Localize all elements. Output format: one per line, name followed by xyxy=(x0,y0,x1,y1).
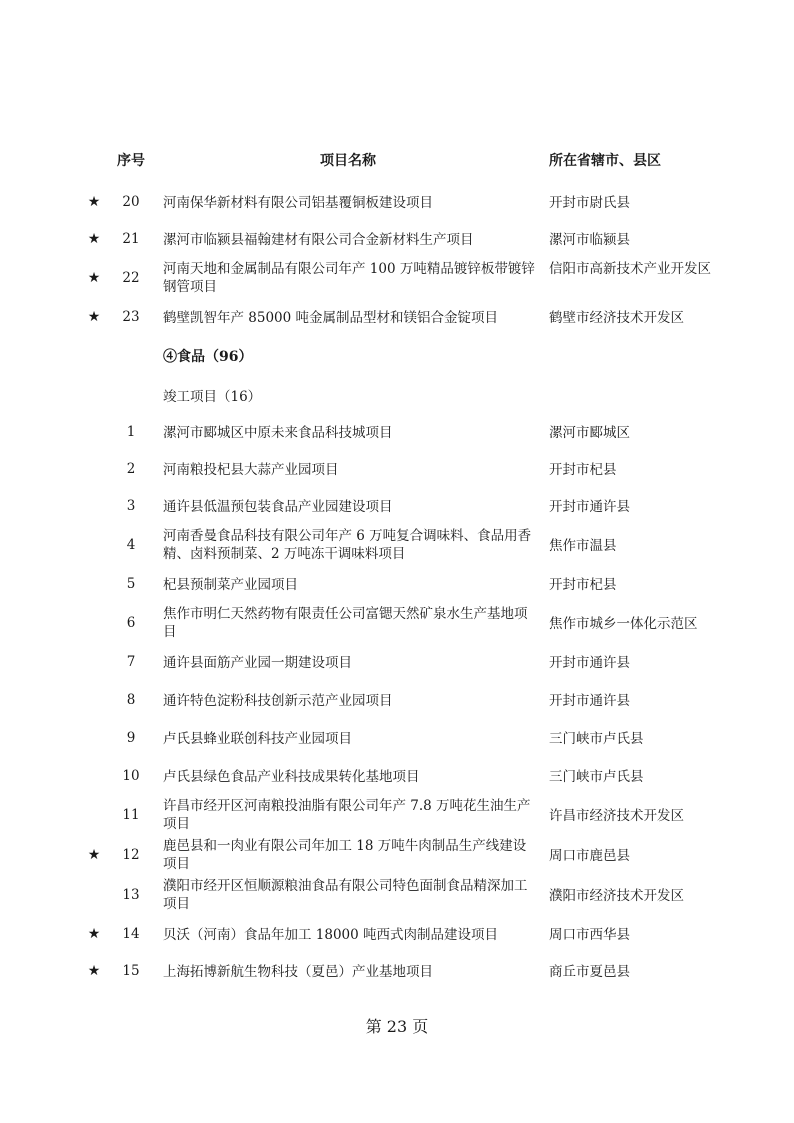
header-number: 序号 xyxy=(117,153,145,169)
row-location: 许昌市经济技术开发区 xyxy=(549,808,684,824)
row-number: 9 xyxy=(126,730,136,746)
star-icon: ★ xyxy=(87,270,101,286)
row-location: 开封市尉氏县 xyxy=(549,195,630,211)
row-project-name: 河南天地和金属制品有限公司年产 100 万吨精品镀锌板带镀锌钢管项目 xyxy=(163,261,535,295)
row-number: 14 xyxy=(122,926,140,942)
row-location: 焦作市温县 xyxy=(549,538,617,554)
row-location: 焦作市城乡一体化示范区 xyxy=(549,616,698,632)
row-project-name: 许昌市经开区河南粮投油脂有限公司年产 7.8 万吨花生油生产项目 xyxy=(163,798,531,832)
row-number: 8 xyxy=(126,692,136,708)
row-location: 鹤壁市经济技术开发区 xyxy=(549,310,684,326)
row-project-name: 漯河市郾城区中原未来食品科技城项目 xyxy=(163,425,393,441)
row-location: 漯河市郾城区 xyxy=(549,425,630,441)
row-number: 2 xyxy=(126,461,136,477)
row-location: 开封市杞县 xyxy=(549,462,617,478)
row-location: 三门峡市卢氏县 xyxy=(549,769,644,785)
row-location: 周口市西华县 xyxy=(549,927,630,943)
row-project-name: 鹤壁凯智年产 85000 吨金属制品型材和镁铝合金锭项目 xyxy=(163,310,499,326)
row-project-name: 焦作市明仁天然药物有限责任公司富锶天然矿泉水生产基地项目 xyxy=(163,606,528,640)
row-location: 周口市鹿邑县 xyxy=(549,848,630,864)
row-project-name: 通许县面筋产业园一期建设项目 xyxy=(163,655,352,671)
row-project-name: 濮阳市经开区恒顺源粮油食品有限公司特色面制食品精深加工项目 xyxy=(163,878,528,912)
row-location: 三门峡市卢氏县 xyxy=(549,731,644,747)
row-project-name: 杞县预制菜产业园项目 xyxy=(163,577,298,593)
row-number: 22 xyxy=(122,270,140,286)
star-icon: ★ xyxy=(87,231,101,247)
row-project-name: 河南保华新材料有限公司铝基覆铜板建设项目 xyxy=(163,195,433,211)
star-icon: ★ xyxy=(87,963,101,979)
row-project-name: 上海拓博新航生物科技（夏邑）产业基地项目 xyxy=(163,964,433,980)
row-number: 1 xyxy=(126,424,136,440)
row-location: 开封市通许县 xyxy=(549,655,630,671)
row-project-name: 贝沃（河南）食品年加工 18000 吨西式肉制品建设项目 xyxy=(163,927,499,943)
table-header xyxy=(0,150,794,172)
row-location: 开封市通许县 xyxy=(549,499,630,515)
row-number: 6 xyxy=(126,615,136,631)
row-project-name: 通许特色淀粉科技创新示范产业园项目 xyxy=(163,693,393,709)
star-icon: ★ xyxy=(87,309,101,325)
row-project-name: 漯河市临颍县福翰建材有限公司合金新材料生产项目 xyxy=(163,232,474,248)
section-heading: ④食品（96） xyxy=(163,349,253,365)
row-number: 10 xyxy=(122,768,140,784)
row-number: 7 xyxy=(126,654,136,670)
row-number: 3 xyxy=(126,498,136,514)
page-number: 第 23 页 xyxy=(365,1017,429,1036)
row-location: 开封市杞县 xyxy=(549,577,617,593)
subsection-heading: 竣工项目（16） xyxy=(163,389,262,405)
row-number: 23 xyxy=(122,309,140,325)
star-icon: ★ xyxy=(87,847,101,863)
star-icon: ★ xyxy=(87,194,101,210)
row-location: 信阳市高新技术产业开发区 xyxy=(549,261,711,277)
row-location: 开封市通许县 xyxy=(549,693,630,709)
star-icon: ★ xyxy=(87,926,101,942)
row-location: 商丘市夏邑县 xyxy=(549,964,630,980)
row-number: 4 xyxy=(126,537,136,553)
row-number: 5 xyxy=(126,576,136,592)
row-number: 13 xyxy=(122,887,140,903)
row-project-name: 卢氏县绿色食品产业科技成果转化基地项目 xyxy=(163,769,420,785)
row-location: 漯河市临颍县 xyxy=(549,232,630,248)
row-project-name: 卢氏县蜂业联创科技产业园项目 xyxy=(163,731,352,747)
row-number: 21 xyxy=(122,231,140,247)
row-project-name: 河南粮投杞县大蒜产业园项目 xyxy=(163,462,339,478)
row-project-name: 通许县低温预包装食品产业园建设项目 xyxy=(163,499,393,515)
header-location: 所在省辖市、县区 xyxy=(549,153,661,169)
row-number: 20 xyxy=(122,194,140,210)
header-project-name: 项目名称 xyxy=(320,153,376,169)
row-number: 15 xyxy=(122,963,140,979)
row-number: 12 xyxy=(122,847,140,863)
row-location: 濮阳市经济技术开发区 xyxy=(549,888,684,904)
row-project-name: 鹿邑县和一肉业有限公司年加工 18 万吨牛肉制品生产线建设项目 xyxy=(163,838,527,872)
row-number: 11 xyxy=(122,807,140,823)
row-project-name: 河南香曼食品科技有限公司年产 6 万吨复合调味料、食品用香精、卤料预制菜、2 万吨冻干调味料项目 xyxy=(163,528,532,562)
